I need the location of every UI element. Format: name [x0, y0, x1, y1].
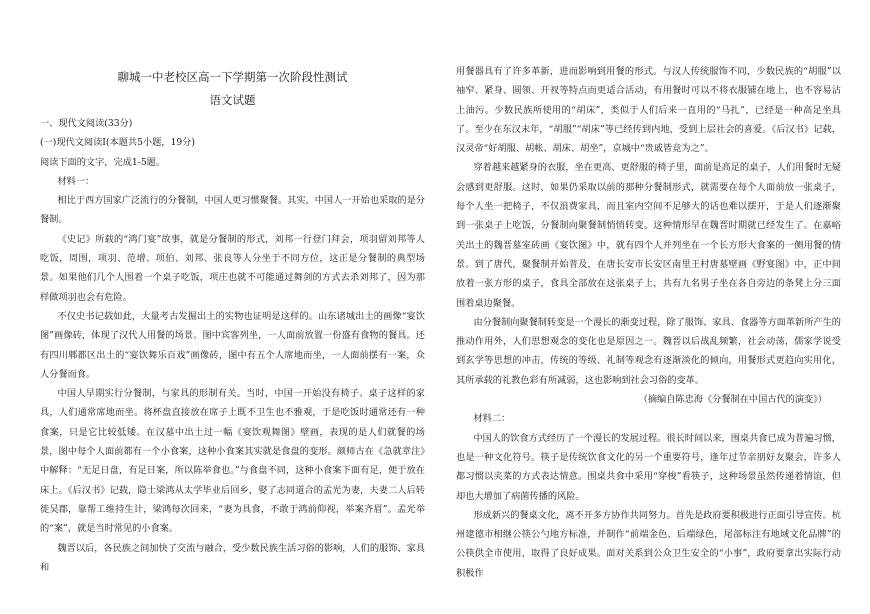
material-one-label: 材料一： — [57, 175, 95, 187]
paragraph: 魏晋以后，各民族之间加快了交流与融合，受少数民族生活习俗的影响，人们的服饰、家具和 — [40, 542, 425, 573]
paragraph: 中国人的饮食方式经历了一个漫长的发展过程。很长时间以来，围桌共食已成为普遍习惯，也是一种文化符号。筷子是传统饮食文化的另一个重要符号，逢年过节亲朋好友聚会，许多人都习惯以夹菜的方式表达情意。围桌共食中采用“穿梭”看筷子，这种场景虽然传递着情谊，但却也大增加了病菌传播的风险。 — [456, 432, 841, 502]
exam-subtitle: 语文试题 — [209, 93, 256, 107]
subsection-heading: (一)现代文阅读Ⅰ(本题共5小题，19分) — [40, 137, 195, 149]
exam-title: 聊城一中老校区高一下学期第一次阶段性测试 — [117, 70, 348, 84]
paragraph: 穿着越来越紧身的衣服，坐在更高、更舒服的椅子里，面前是高足的桌子，人们用餐时无疑会感到更舒服。这时，如果仍采取以前的那种分餐制形式，就需要在每个人面前放一张桌子，每个人坐一把椅子，不仅浪费家具，而且室内空间不足够大的话也难以摆开，于是人们逐渐聚到一张桌子上吃饭，分餐制向聚餐制悄悄转变。这种情形早在魏晋时期就已经发生了。在嘉峪关出土的魏晋墓室砖画《宴饮图》中，就有四个人并列坐在一个长方形大食案的一侧用餐的情景。到了唐代，聚餐制开始普及，在唐长安市长安区南里王村唐墓壁画《野宴图》中，正中间放着一张方形的桌子，食具全部放在这张桌子上，共有九名男子坐在各自旁边的条凳上分三面围着桌边聚餐。 — [456, 162, 841, 309]
paragraph: 由分餐制向聚餐制转变是一个漫长的渐变过程，除了服饰、家具、食器等方面革新所产生的推动作用外，人们思想观念的变化也是原因之一。魏晋以后战乱频繁，社会动荡，儒家学说受到玄学等思想的冲击，传统的等级、礼制等观念有逐渐淡化的倾向，用餐形式更趋向实用化，其所承载的礼教色彩有所减弱，这也影响到社会习俗的变革。 — [456, 316, 841, 386]
paragraph: 相比于西方国家广泛流行的分餐制，中国人更习惯聚餐。其实，中国人一开始也采取的是分餐制。 — [40, 195, 425, 226]
section-heading: 一、现代文阅读(33分) — [40, 118, 133, 129]
paragraph: 《史记》所载的“鸿门宴”故事，就是分餐制的形式，刘邦一行登门拜会，项羽留刘邦等人吃饭，周围，项羽、范增、项伯、刘邦、张良等人分坐于不同方位，这正是分餐制的典型场景。如果他们几个人围着一个桌子吃饭，项庄也就不可能通过舞剑的方式去杀刘邦了，因为那样做项羽也会有危险。 — [40, 233, 425, 303]
left-column — [40, 62, 425, 577]
right-column — [456, 62, 841, 583]
paragraph: 用餐器具有了许多革新，进而影响到用餐的形式。与汉人传统服饰不同，少数民族的“胡服”以袖窄、紧身、圆领、开衩等特点而更适合活动，有用餐时可以不将衣服铺在地上，也不容易沾上油污。少数民族所使用的“胡床”，类似于人们后来一直用的“马扎”，已经是一种高足坐具了。至少在东汉末年，“胡服”“胡床”等已经传到内地，受到上层社会的喜爱。《后汉书》记载，汉灵帝“好胡服、胡帐、胡床、胡坐”，京城中“贵戚皆竞为之”。 — [456, 66, 841, 155]
reading-instruction: 阅读下面的文字，完成1-5题。 — [40, 156, 166, 168]
paragraph: 中国人早期实行分餐制，与家具的形制有关。当时，中国一开始没有椅子、桌子这样的家具，人们通常席地而坐。将杯盘直接放在席子上既不卫生也不雅观，于是吃饭时通常还有一种食案，只是它比较低矮。在汉墓中出土过一幅《宴饮观舞图》壁画，表现的是人们就餐的场景，图中每个人面前都有一个小食案，这种小食案其实就是食盘的变形。颜师古在《急就章注》中解释：“无足日盘，有足日案，所以陈举食也。”与食盘不同，这种小食案下面有足，便于放在床上。《后汉书》记载，隐士梁鸿从太学毕业后回乡，娶了志同道合的孟光为妻，夫妻二人后转徙吴郡，靠帮工维持生计，梁鸿每次回来，“妻为具食，不敢于鸿前仰视，举案齐眉”。孟光举的“案”，就是当时常见的小食案。 — [40, 388, 425, 535]
source-citation: （摘编自陈忠海《分餐制在中国古代的演变》） — [638, 394, 827, 406]
material-two-label: 材料二： — [473, 413, 511, 425]
paragraph: 不仅史书记载如此，大量考古发掘出土的实物也证明是这样的。山东诸城出土的画像“宴饮图”画像砖，体现了汉代人用餐的场景。图中宾客列坐，一人面前放置一份盛有食物的餐具。还有四川郫都区出土的“宴饮舞乐百戏”画像砖，图中有五个人席地而坐，一人面前摆有一案，众人分餐而食。 — [40, 310, 425, 380]
paragraph: 形成新兴的餐桌文化，离不开多方协作共同努力。首先是政府要积极进行正面引导宣传。杭州建德市相继公筷公勺地方标准，并制作“前端金色、后端绿色，尾部标注有地域文化品牌”的公筷供全市使用，取得了良好成果。面对关系到公众卫生安全的“小事”，政府要拿出实际行动积极作 — [456, 509, 841, 579]
